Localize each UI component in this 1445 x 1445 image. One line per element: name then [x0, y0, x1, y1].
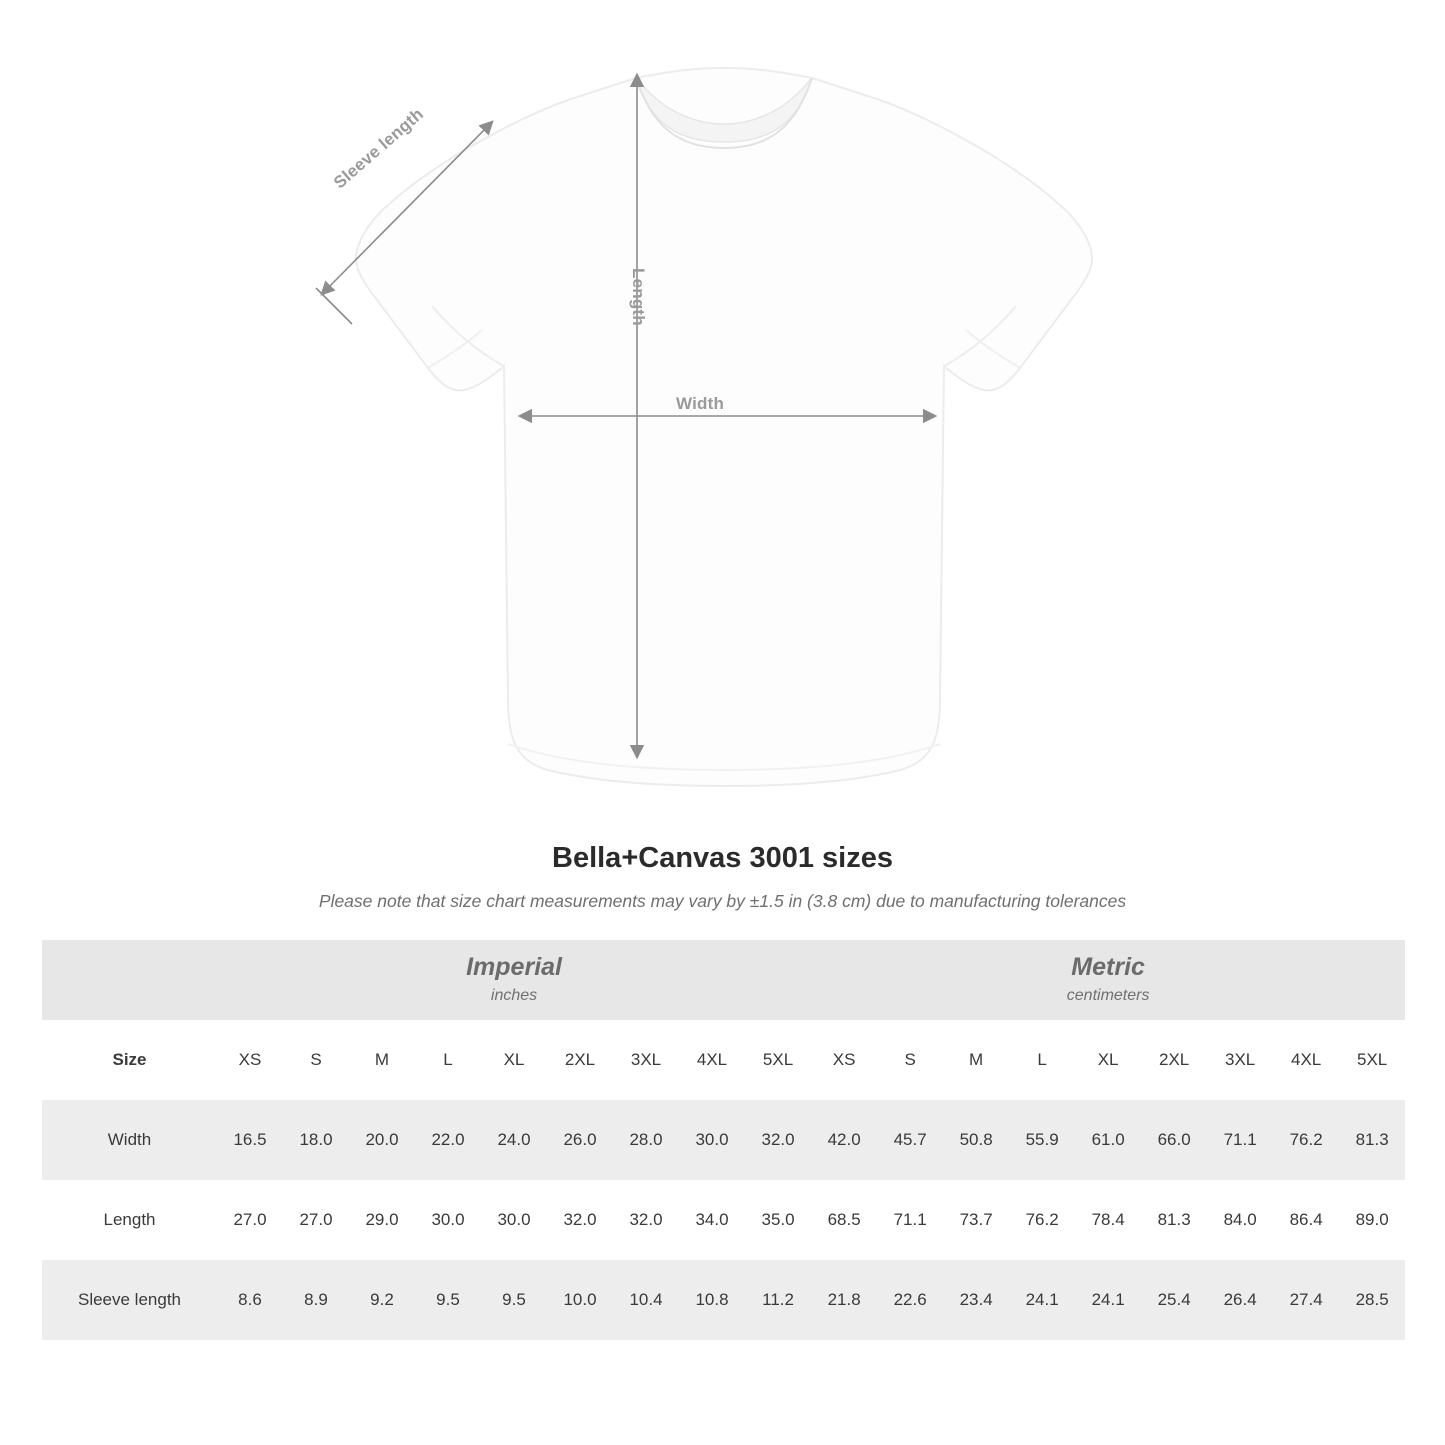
cell-width-11: 50.8 [943, 1100, 1009, 1180]
cell-width-1: 18.0 [283, 1100, 349, 1180]
cell-sleeve-6: 10.4 [613, 1260, 679, 1340]
size-header-4xl-metric: 4XL [1273, 1020, 1339, 1100]
cell-length-2: 29.0 [349, 1180, 415, 1260]
size-header-3xl-metric: 3XL [1207, 1020, 1273, 1100]
cell-sleeve-7: 10.8 [679, 1260, 745, 1340]
sleeve-tick [316, 288, 352, 324]
length-label: Length [629, 268, 648, 326]
size-header-row [42, 1020, 1405, 1100]
unit-header-row [42, 940, 1405, 1020]
size-header-xl-metric: XL [1075, 1020, 1141, 1100]
size-header-m-metric: M [943, 1020, 1009, 1100]
cell-length-10: 71.1 [877, 1180, 943, 1260]
table-row [42, 1180, 1405, 1260]
cell-sleeve-8: 11.2 [745, 1260, 811, 1340]
cell-width-12: 55.9 [1009, 1100, 1075, 1180]
cell-length-6: 32.0 [613, 1180, 679, 1260]
cell-sleeve-4: 9.5 [481, 1260, 547, 1340]
cell-width-13: 61.0 [1075, 1100, 1141, 1180]
cell-length-15: 84.0 [1207, 1180, 1273, 1260]
cell-width-9: 42.0 [811, 1100, 877, 1180]
chart-heading [0, 842, 1445, 912]
row-label-width: Width [42, 1100, 217, 1180]
cell-sleeve-16: 27.4 [1273, 1260, 1339, 1340]
size-header-l-imperial: L [415, 1020, 481, 1100]
unit-header-spacer [42, 940, 217, 1020]
shirt-shape [356, 68, 1092, 786]
size-header-xs-imperial: XS [217, 1020, 283, 1100]
cell-length-7: 34.0 [679, 1180, 745, 1260]
cell-length-17: 89.0 [1339, 1180, 1405, 1260]
table-row [42, 1100, 1405, 1180]
unit-name-metric: Metric [1071, 953, 1145, 982]
cell-width-2: 20.0 [349, 1100, 415, 1180]
page-title: Bella+Canvas 3001 sizes [552, 842, 893, 874]
cell-length-3: 30.0 [415, 1180, 481, 1260]
size-header-5xl-metric: 5XL [1339, 1020, 1405, 1100]
size-table [42, 940, 1405, 1340]
cell-width-17: 81.3 [1339, 1100, 1405, 1180]
cell-sleeve-13: 24.1 [1075, 1260, 1141, 1340]
table-row [42, 1260, 1405, 1340]
size-header-label: Size [42, 1020, 217, 1100]
cell-width-5: 26.0 [547, 1100, 613, 1180]
unit-header-metric [811, 940, 1405, 1020]
cell-length-1: 27.0 [283, 1180, 349, 1260]
cell-sleeve-10: 22.6 [877, 1260, 943, 1340]
cell-length-8: 35.0 [745, 1180, 811, 1260]
cell-width-8: 32.0 [745, 1100, 811, 1180]
cell-width-0: 16.5 [217, 1100, 283, 1180]
size-header-2xl-metric: 2XL [1141, 1020, 1207, 1100]
cell-length-16: 86.4 [1273, 1180, 1339, 1260]
cell-width-10: 45.7 [877, 1100, 943, 1180]
cell-sleeve-12: 24.1 [1009, 1260, 1075, 1340]
cell-sleeve-2: 9.2 [349, 1260, 415, 1340]
cell-width-4: 24.0 [481, 1100, 547, 1180]
size-header-m-imperial: M [349, 1020, 415, 1100]
cell-sleeve-14: 25.4 [1141, 1260, 1207, 1340]
sleeve-length-label: Sleeve length [330, 104, 428, 193]
cell-length-0: 27.0 [217, 1180, 283, 1260]
cell-length-11: 73.7 [943, 1180, 1009, 1260]
size-header-xs-metric: XS [811, 1020, 877, 1100]
cell-sleeve-1: 8.9 [283, 1260, 349, 1340]
cell-sleeve-0: 8.6 [217, 1260, 283, 1340]
cell-length-14: 81.3 [1141, 1180, 1207, 1260]
cell-sleeve-11: 23.4 [943, 1260, 1009, 1340]
cell-sleeve-15: 26.4 [1207, 1260, 1273, 1340]
cell-sleeve-9: 21.8 [811, 1260, 877, 1340]
unit-sub-imperial: inches [490, 986, 538, 1004]
cell-width-15: 71.1 [1207, 1100, 1273, 1180]
unit-header-imperial [217, 940, 811, 1020]
cell-sleeve-3: 9.5 [415, 1260, 481, 1340]
size-header-s-metric: S [877, 1020, 943, 1100]
cell-width-6: 28.0 [613, 1100, 679, 1180]
tolerance-note: Please note that size chart measurements may vary by ±1.5 in (3.8 cm) due to manufacturing tolerances [318, 891, 1127, 911]
row-label-sleeve-length: Sleeve length [42, 1260, 217, 1340]
cell-length-9: 68.5 [811, 1180, 877, 1260]
cell-length-12: 76.2 [1009, 1180, 1075, 1260]
cell-width-14: 66.0 [1141, 1100, 1207, 1180]
size-header-3xl-imperial: 3XL [613, 1020, 679, 1100]
size-table-wrap [42, 940, 1403, 1340]
size-header-xl-imperial: XL [481, 1020, 547, 1100]
unit-name-imperial: Imperial [466, 953, 562, 982]
cell-length-5: 32.0 [547, 1180, 613, 1260]
cell-width-3: 22.0 [415, 1100, 481, 1180]
row-label-length: Length [42, 1180, 217, 1260]
cell-length-4: 30.0 [481, 1180, 547, 1260]
size-header-4xl-imperial: 4XL [679, 1020, 745, 1100]
cell-width-7: 30.0 [679, 1100, 745, 1180]
size-header-s-imperial: S [283, 1020, 349, 1100]
size-header-2xl-imperial: 2XL [547, 1020, 613, 1100]
width-label: Width [676, 394, 725, 413]
size-header-5xl-imperial: 5XL [745, 1020, 811, 1100]
cell-sleeve-17: 28.5 [1339, 1260, 1405, 1340]
cell-sleeve-5: 10.0 [547, 1260, 613, 1340]
unit-sub-metric: centimeters [1066, 986, 1150, 1004]
cell-length-13: 78.4 [1075, 1180, 1141, 1260]
size-header-l-metric: L [1009, 1020, 1075, 1100]
cell-width-16: 76.2 [1273, 1100, 1339, 1180]
